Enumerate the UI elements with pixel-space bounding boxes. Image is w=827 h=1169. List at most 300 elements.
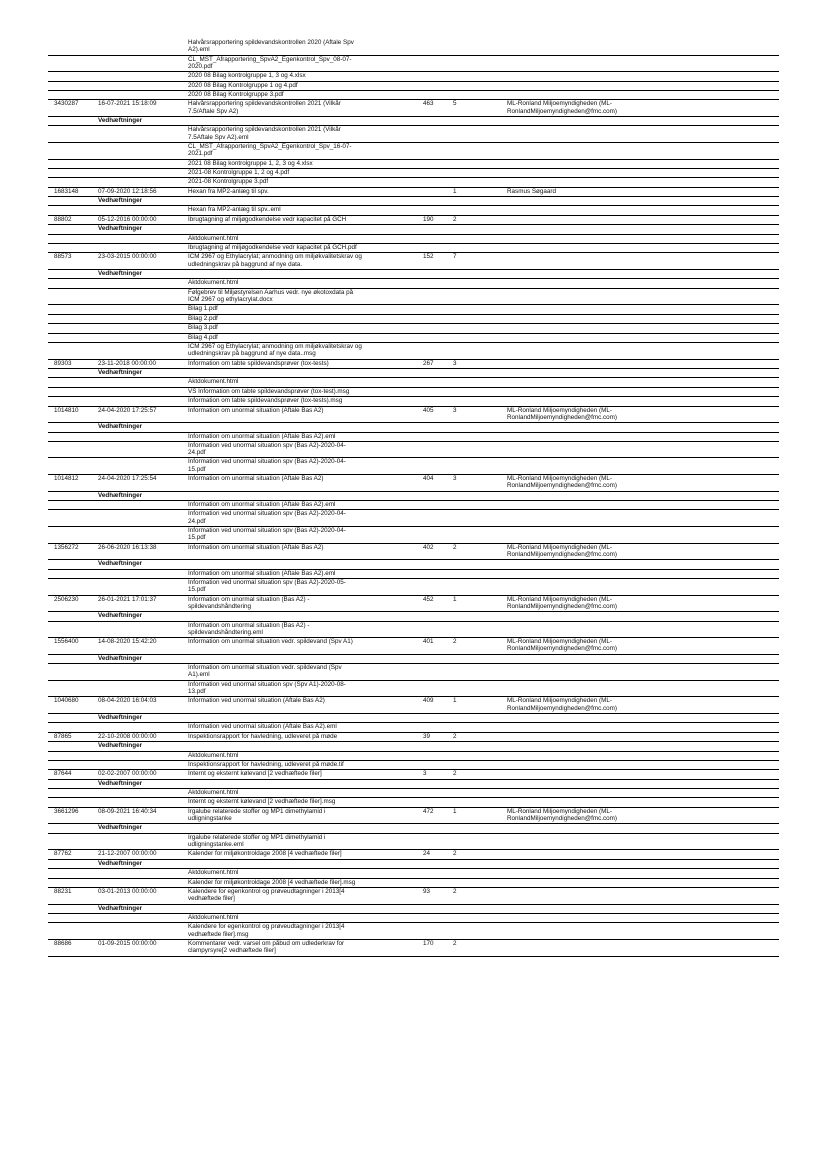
- attachment-line: 2020 08 Bilag Kontrolgruppe 1 og 4.pdf: [188, 81, 298, 89]
- attachment-filename: [188, 160, 413, 167]
- record-recipient: [507, 697, 657, 711]
- attachment-filename: [188, 178, 413, 185]
- record-id: 3430287: [54, 100, 79, 108]
- record-recipient: [507, 188, 657, 195]
- attachment-line: Ibrugtagning af miljøgodkendelse vedr kapacitet på GCH.pdf: [188, 244, 357, 252]
- attachment-filename: [188, 433, 413, 440]
- attachment-filename: [188, 501, 413, 508]
- record-title-line: Information om unormal situation (Aftale Bas A2): [188, 406, 324, 414]
- record-count-b: 1: [453, 697, 457, 705]
- record-id: 87762: [54, 850, 72, 858]
- record-row: [48, 940, 779, 957]
- record-title: [188, 940, 413, 954]
- attachment-filename: [188, 579, 413, 593]
- record-date: 21-12-2007 00:00:00: [98, 850, 157, 858]
- attachment-line: Information ved unormal situation spv (Bas A2)-2020-04-: [188, 510, 346, 518]
- attachment-line: Information ved unormal situation (Aftale Bas A2).eml: [188, 723, 337, 731]
- record-id: 1683148: [54, 187, 79, 195]
- record-title-line: Internt og eksternt kølevand [2 vedhæftede filer]: [188, 770, 322, 778]
- attachments-header-row: [48, 905, 779, 914]
- record-title: [188, 850, 413, 857]
- attachment-row: [48, 178, 779, 187]
- record-count-a: 152: [423, 253, 434, 261]
- record-recipient: [507, 638, 657, 652]
- attachment-row: [48, 235, 779, 244]
- record-row: [48, 850, 779, 859]
- attachment-line: vedhæftede filer].msg: [188, 930, 249, 938]
- attachment-row: [48, 869, 779, 878]
- record-count-a: 404: [423, 475, 434, 483]
- recipient-line: ML-Ronland Miljoemyndigheden (ML-: [507, 807, 612, 815]
- attachment-line: Halvårsrapportering spildevandskontrollen 2021 (Vilkår: [188, 126, 341, 134]
- record-row: [48, 100, 779, 117]
- attachment-row: [48, 879, 779, 888]
- record-title-line: Halvårsrapportering spildevandskontrollen 2021 (Vilkår: [188, 100, 341, 108]
- attachment-row: [48, 91, 779, 100]
- record-title-line: Information om unormal situation vedr. spildevand (Spv A1): [188, 638, 353, 646]
- record-count-b: 3: [453, 475, 457, 483]
- attachment-filename: [188, 56, 413, 70]
- record-title-line: vedhæftede filer]: [188, 895, 235, 903]
- recipient-line: RonlandMiljoemyndigheden@fmc.com): [507, 602, 617, 610]
- attachments-header-row: [48, 117, 779, 126]
- attachment-line: Information ved unormal situation spv (Bas A2)-2020-04-: [188, 441, 346, 449]
- record-title: [188, 475, 413, 482]
- attachment-line: Information ved unormal situation spv (Spv A1)-2020-08-: [188, 680, 346, 688]
- attachment-filename: [188, 834, 413, 848]
- record-count-b: 2: [453, 732, 457, 740]
- attachment-row: [48, 39, 779, 56]
- record-count-a: 472: [423, 807, 434, 815]
- record-date: 08-09-2021 16:40:34: [98, 807, 157, 815]
- record-row: [48, 216, 779, 225]
- recipient-line: ML-Ronland Miljoemyndigheden (ML-: [507, 100, 612, 108]
- attachment-row: [48, 834, 779, 851]
- recipient-line: RonlandMiljoemyndigheden@fmc.com): [507, 645, 617, 653]
- recipient-line: RonlandMiljoemyndigheden@fmc.com): [507, 107, 617, 115]
- attachment-filename: [188, 570, 413, 577]
- record-title: [188, 100, 413, 114]
- attachment-line: udledningskrav på baggrund af nye data..msg: [188, 350, 316, 358]
- record-count-b: 2: [453, 888, 457, 895]
- recipient-line: ML-Ronland Miljoemyndigheden (ML-: [507, 406, 612, 414]
- attachment-row: [48, 397, 779, 406]
- attachment-line: Information om unormal situation vedr. spildevand (Spv: [188, 664, 342, 672]
- attachment-line: Bilag 3.pdf: [188, 324, 218, 332]
- record-id: 1014812: [54, 475, 79, 483]
- record-count-b: 2: [453, 939, 457, 947]
- attachment-line: Aktdokument.html: [188, 279, 239, 287]
- record-count-b: 7: [453, 253, 457, 261]
- attachment-filename: [188, 510, 413, 524]
- attachment-filename: [188, 305, 413, 312]
- attachments-header-row: [48, 780, 779, 789]
- record-count-b: 2: [453, 215, 457, 223]
- attachments-header-row: [48, 492, 779, 501]
- attachment-row: [48, 143, 779, 160]
- record-date: 26-01-2021 17:01:37: [98, 595, 157, 603]
- record-title-line: clampyrsyre[2 vedhæftede filer]: [188, 947, 276, 955]
- record-title: [188, 407, 413, 414]
- attachment-row: [48, 914, 779, 923]
- record-title-line: Information ved unormal situation (Aftale Bas A2): [188, 697, 325, 705]
- record-title: [188, 216, 413, 223]
- attachment-line: A1).eml: [188, 671, 210, 679]
- record-date: 14-08-2020 15:42:20: [98, 638, 157, 646]
- record-count-a: 401: [423, 638, 434, 646]
- record-count-a: 405: [423, 406, 434, 414]
- record-row: [48, 253, 779, 270]
- record-title-line: udligningstanke: [188, 815, 232, 823]
- attachment-row: [48, 343, 779, 360]
- attachment-filename: [188, 761, 413, 768]
- record-recipient: [507, 100, 657, 114]
- record-date: 05-12-2016 00:00:00: [98, 215, 157, 223]
- attachment-line: Aktdokument.html: [188, 913, 239, 921]
- attachment-filename: [188, 789, 413, 796]
- attachment-filename: [188, 143, 413, 157]
- attachments-label: Vedhæftninger: [98, 713, 143, 721]
- attachment-filename: [188, 39, 413, 53]
- attachment-line: 2020 08 Bilag kontrolgruppe 1, 3 og 4.xlsx: [188, 72, 306, 80]
- attachment-row: [48, 56, 779, 73]
- record-title-line: udledningskrav på baggrund af nye data.: [188, 260, 303, 268]
- attachments-header-row: [48, 714, 779, 723]
- attachments-label: Vedhæftninger: [98, 270, 143, 278]
- attachment-line: Bilag 1.pdf: [188, 305, 218, 313]
- attachment-row: [48, 789, 779, 798]
- attachment-row: [48, 315, 779, 324]
- record-recipient: [507, 808, 657, 822]
- attachment-line: Information om tabte spildevandsprøver (tox-tests).msg: [188, 397, 343, 405]
- record-row: [48, 596, 779, 613]
- record-date: 03-01-2013 00:00:00: [98, 888, 157, 895]
- attachment-row: [48, 433, 779, 442]
- attachment-line: 2020.pdf: [188, 62, 213, 70]
- record-id: 3661296: [54, 807, 79, 815]
- attachment-row: [48, 388, 779, 397]
- attachments-label: Vedhæftninger: [98, 423, 143, 431]
- record-recipient: [507, 544, 657, 558]
- attachment-filename: [188, 334, 413, 341]
- attachment-filename: [188, 527, 413, 541]
- record-title-line: Kalendere for egenkontrol og prøveudtagninger i 2013[4: [188, 888, 345, 895]
- attachments-label: Vedhæftninger: [98, 491, 143, 499]
- attachment-filename: [188, 798, 413, 805]
- attachment-line: Kalender for miljøkontroldage 2008 [4 vedhæftede filer].msg: [188, 878, 356, 886]
- attachment-filename: [188, 664, 413, 678]
- record-id: 87644: [54, 770, 72, 778]
- record-title: [188, 733, 413, 740]
- attachment-line: Aktdokument.html: [188, 869, 239, 877]
- recipient-line: ML-Ronland Miljoemyndigheden (ML-: [507, 638, 612, 646]
- attachment-line: Bilag 2.pdf: [188, 314, 218, 322]
- record-recipient: [507, 407, 657, 421]
- record-title: [188, 360, 413, 367]
- attachment-row: [48, 501, 779, 510]
- attachment-filename: [188, 879, 413, 886]
- record-date: 24-04-2020 17:25:54: [98, 475, 157, 483]
- record-title: [188, 808, 413, 822]
- record-count-b: 5: [453, 100, 457, 108]
- record-id: 1356272: [54, 543, 79, 551]
- attachment-filename: [188, 442, 413, 456]
- attachment-line: Internt og eksternt kølevand [2 vedhæftede filer].msg: [188, 798, 336, 806]
- attachment-filename: [188, 324, 413, 331]
- record-count-b: 2: [453, 770, 457, 778]
- attachment-filename: [188, 923, 413, 937]
- attachments-header-row: [48, 197, 779, 206]
- record-title: [188, 638, 413, 645]
- attachments-label: Vedhæftninger: [98, 904, 143, 912]
- attachment-row: [48, 126, 779, 143]
- record-row: [48, 808, 779, 825]
- attachment-filename: [188, 622, 413, 636]
- record-count-a: 24: [423, 850, 431, 858]
- record-id: 87865: [54, 732, 72, 740]
- recipient-line: RonlandMiljoemyndigheden@fmc.com): [507, 704, 617, 712]
- record-row: [48, 770, 779, 779]
- attachment-row: [48, 681, 779, 698]
- record-date: 23-03-2015 00:00:00: [98, 253, 157, 261]
- attachments-label: Vedhæftninger: [98, 225, 143, 233]
- record-row: [48, 638, 779, 655]
- record-count-a: 170: [423, 939, 434, 947]
- attachment-filename: [188, 82, 413, 89]
- record-count-a: 452: [423, 595, 434, 603]
- record-date: 26-06-2020 16:13:38: [98, 543, 157, 551]
- attachment-filename: [188, 723, 413, 730]
- record-date: 16-07-2021 15:18:09: [98, 100, 157, 108]
- attachment-filename: [188, 458, 413, 472]
- attachment-row: [48, 622, 779, 639]
- attachments-header-row: [48, 824, 779, 833]
- attachments-label: Vedhæftninger: [98, 560, 143, 568]
- record-count-a: 93: [423, 888, 431, 895]
- attachment-row: [48, 289, 779, 306]
- attachments-header-row: [48, 742, 779, 751]
- attachments-label: Vedhæftninger: [98, 859, 143, 867]
- attachments-label: Vedhæftninger: [98, 116, 143, 124]
- record-count-b: 1: [453, 187, 457, 195]
- record-count-a: 267: [423, 359, 434, 367]
- attachment-line: 13.pdf: [188, 687, 206, 695]
- record-id: 1556400: [54, 638, 79, 646]
- attachment-row: [48, 510, 779, 527]
- attachments-header-row: [48, 423, 779, 432]
- attachment-line: Hexan fra MP2-anlæg til spv..eml: [188, 206, 281, 214]
- attachment-filename: [188, 244, 413, 251]
- attachment-line: 2021-08 Kontrolgruppe 3.pdf: [188, 178, 269, 186]
- record-recipient: [507, 596, 657, 610]
- record-count-b: 3: [453, 359, 457, 367]
- record-title-line: Irgalube relaterede stoffer og MP1 dimethylamid i: [188, 807, 326, 815]
- attachment-line: A2).eml: [188, 46, 210, 54]
- attachment-row: [48, 82, 779, 91]
- record-title: [188, 888, 413, 902]
- record-date: 02-02-2007 00:00:00: [98, 770, 157, 778]
- record-count-a: 402: [423, 543, 434, 551]
- attachments-header-row: [48, 860, 779, 869]
- record-title: [188, 770, 413, 777]
- attachment-line: 2021 08 Bilag kontrolgruppe 1, 2, 3 og 4.xlsx: [188, 159, 313, 167]
- record-title: [188, 188, 413, 195]
- record-id: 88802: [54, 215, 72, 223]
- attachment-row: [48, 378, 779, 387]
- attachment-row: [48, 761, 779, 770]
- attachments-label: Vedhæftninger: [98, 654, 143, 662]
- attachment-line: Information om unormal situation (Bas A2) -: [188, 621, 310, 629]
- attachment-line: 2020 08 Bilag Kontrolgruppe 3.pdf: [188, 90, 284, 98]
- attachment-line: udligningstanke.eml: [188, 841, 244, 849]
- record-id: 88573: [54, 253, 72, 261]
- record-date: 07-09-2020 12:18:56: [98, 187, 157, 195]
- attachment-line: 2021.pdf: [188, 150, 213, 158]
- attachment-filename: [188, 235, 413, 242]
- attachments-label: Vedhæftninger: [98, 742, 143, 750]
- attachment-row: [48, 570, 779, 579]
- record-title-line: Information om unormal situation (Aftale Bas A2): [188, 543, 324, 551]
- recipient-line: ML-Ronland Miljoemyndigheden (ML-: [507, 595, 612, 603]
- record-title-line: Information om tabte spildevandsprøver (tox-tests): [188, 359, 329, 367]
- record-date: 24-04-2020 17:25:57: [98, 406, 157, 414]
- attachment-filename: [188, 869, 413, 876]
- attachment-line: Irgalube relaterede stoffer og MP1 dimethylamid i: [188, 833, 326, 841]
- record-row: [48, 407, 779, 424]
- attachment-line: 15.pdf: [188, 586, 206, 594]
- attachment-filename: [188, 72, 413, 79]
- attachment-filename: [188, 169, 413, 176]
- record-title: [188, 596, 413, 610]
- record-title-line: Kommentarer vedr. varsel om påbud om udlederkrav for: [188, 939, 345, 947]
- record-row: [48, 360, 779, 369]
- record-title: [188, 544, 413, 551]
- recipient-line: ML-Ronland Miljoemyndigheden (ML-: [507, 697, 612, 705]
- attachments-label: Vedhæftninger: [98, 779, 143, 787]
- attachment-filename: [188, 752, 413, 759]
- record-title-line: Ibrugtagning af miljøgodkendelse vedr kapacitet på GCH: [188, 215, 347, 223]
- attachment-line: Aktdokument.html: [188, 789, 239, 797]
- record-title: [188, 697, 413, 704]
- attachment-filename: [188, 378, 413, 385]
- attachment-row: [48, 244, 779, 253]
- attachment-row: [48, 279, 779, 288]
- attachment-line: Information ved unormal situation spv (Bas A2)-2020-04-: [188, 458, 346, 466]
- recipient-line: Rasmus Søgaard: [507, 187, 556, 195]
- attachment-filename: [188, 126, 413, 140]
- record-date: 08-04-2020 16:04:03: [98, 697, 157, 705]
- record-count-a: 409: [423, 697, 434, 705]
- attachment-line: Kalendere for egenkontrol og prøveudtagninger i 2013[4: [188, 923, 345, 931]
- record-count-b: 3: [453, 406, 457, 414]
- record-id: 2506230: [54, 595, 79, 603]
- record-count-a: 3: [423, 770, 427, 778]
- attachment-line: Information om unormal situation (Aftale Bas A2).eml: [188, 432, 336, 440]
- attachment-line: Aktdokument.html: [188, 378, 239, 386]
- attachment-filename: [188, 206, 413, 213]
- attachment-line: CL_MST_Afrapportering_SpvA2_Egenkontrol_Spv_08-07-: [188, 55, 352, 63]
- attachment-filename: [188, 279, 413, 286]
- attachment-line: 15.pdf: [188, 534, 206, 542]
- attachment-row: [48, 723, 779, 732]
- attachment-line: Halvårsrapportering spildevandskontrollen 2020 (Aftale Spv: [188, 39, 354, 46]
- record-title-line: Information om unormal situation (Aftale Bas A2): [188, 475, 324, 483]
- attachments-header-row: [48, 612, 779, 621]
- attachments-label: Vedhæftninger: [98, 824, 143, 832]
- attachments-header-row: [48, 369, 779, 378]
- record-title-line: 7.5/Aftale Spv A2): [188, 107, 239, 115]
- attachment-line: 2021-08 Kontrolgruppe 1, 2 og 4.pdf: [188, 168, 290, 176]
- attachments-label: Vedhæftninger: [98, 612, 143, 620]
- record-recipient: [507, 475, 657, 489]
- record-count-b: 1: [453, 595, 457, 603]
- record-count-b: 2: [453, 638, 457, 646]
- attachment-line: Information ved unormal situation spv (Bas A2)-2020-05-: [188, 579, 346, 587]
- record-id: 89303: [54, 359, 72, 367]
- attachment-line: Bilag 4.pdf: [188, 333, 218, 341]
- attachments-header-row: [48, 560, 779, 569]
- attachments-header-row: [48, 225, 779, 234]
- attachment-filename: [188, 914, 413, 921]
- attachment-row: [48, 324, 779, 333]
- attachment-filename: [188, 91, 413, 98]
- recipient-line: ML-Ronland Miljoemyndigheden (ML-: [507, 475, 612, 483]
- attachment-line: Information om unormal situation (Aftale Bas A2).eml: [188, 501, 336, 509]
- attachment-row: [48, 334, 779, 343]
- record-date: 22-10-2008 00:00:00: [98, 732, 157, 740]
- record-row: [48, 697, 779, 714]
- recipient-line: RonlandMiljoemyndigheden@fmc.com): [507, 413, 617, 421]
- attachment-line: spildevandshåndtering.eml: [188, 628, 263, 636]
- attachment-row: [48, 798, 779, 807]
- attachment-row: [48, 169, 779, 178]
- attachment-row: [48, 527, 779, 544]
- attachments-header-row: [48, 270, 779, 279]
- record-title-line: Kalender for miljøkontroldage 2008 [4 vedhæftede filer]: [188, 850, 342, 858]
- record-row: [48, 188, 779, 197]
- record-count-b: 2: [453, 850, 457, 858]
- record-title-line: spildevandshåndtering: [188, 602, 252, 610]
- attachment-line: Information om unormal situation (Aftale Bas A2).eml: [188, 569, 336, 577]
- attachment-filename: [188, 397, 413, 404]
- attachment-line: ICM 2967 og Ethylacrylat; anmodning om miljøkvalitetskrav og: [188, 342, 362, 350]
- record-title: [188, 253, 413, 267]
- attachment-filename: [188, 681, 413, 695]
- attachment-line: Aktdokument.html: [188, 234, 239, 242]
- record-date: 01-09-2015 00:00:00: [98, 939, 157, 947]
- record-count-b: 2: [453, 543, 457, 551]
- attachment-row: [48, 160, 779, 169]
- attachment-filename: [188, 289, 413, 303]
- record-id: 88686: [54, 939, 72, 947]
- attachment-filename: [188, 388, 413, 395]
- record-title-line: Information om unormal situation (Bas A2) -: [188, 595, 310, 603]
- attachments-header-row: [48, 655, 779, 664]
- recipient-line: RonlandMiljoemyndigheden@fmc.com): [507, 550, 617, 558]
- attachment-line: 24.pdf: [188, 449, 206, 457]
- record-row: [48, 888, 779, 905]
- document-table: [48, 39, 779, 957]
- attachment-line: CL_MST_Afrapportering_SpvA2_Egenkontrol_Spv_16-07-: [188, 142, 352, 150]
- record-title-line: ICM 2967 og Ethylacrylat; anmodning om miljøkvalitetskrav og: [188, 253, 362, 261]
- attachment-row: [48, 579, 779, 596]
- attachment-line: Følgebrev til Miljøstyrelsen Aarhus vedr. nye økotoxdata på: [188, 288, 354, 296]
- attachment-row: [48, 442, 779, 459]
- record-row: [48, 475, 779, 492]
- recipient-line: RonlandMiljoemyndigheden@fmc.com): [507, 482, 617, 490]
- attachment-line: Inspektionsrapport for havledning, udleveret på møde.tif: [188, 760, 344, 768]
- attachments-label: Vedhæftninger: [98, 368, 143, 376]
